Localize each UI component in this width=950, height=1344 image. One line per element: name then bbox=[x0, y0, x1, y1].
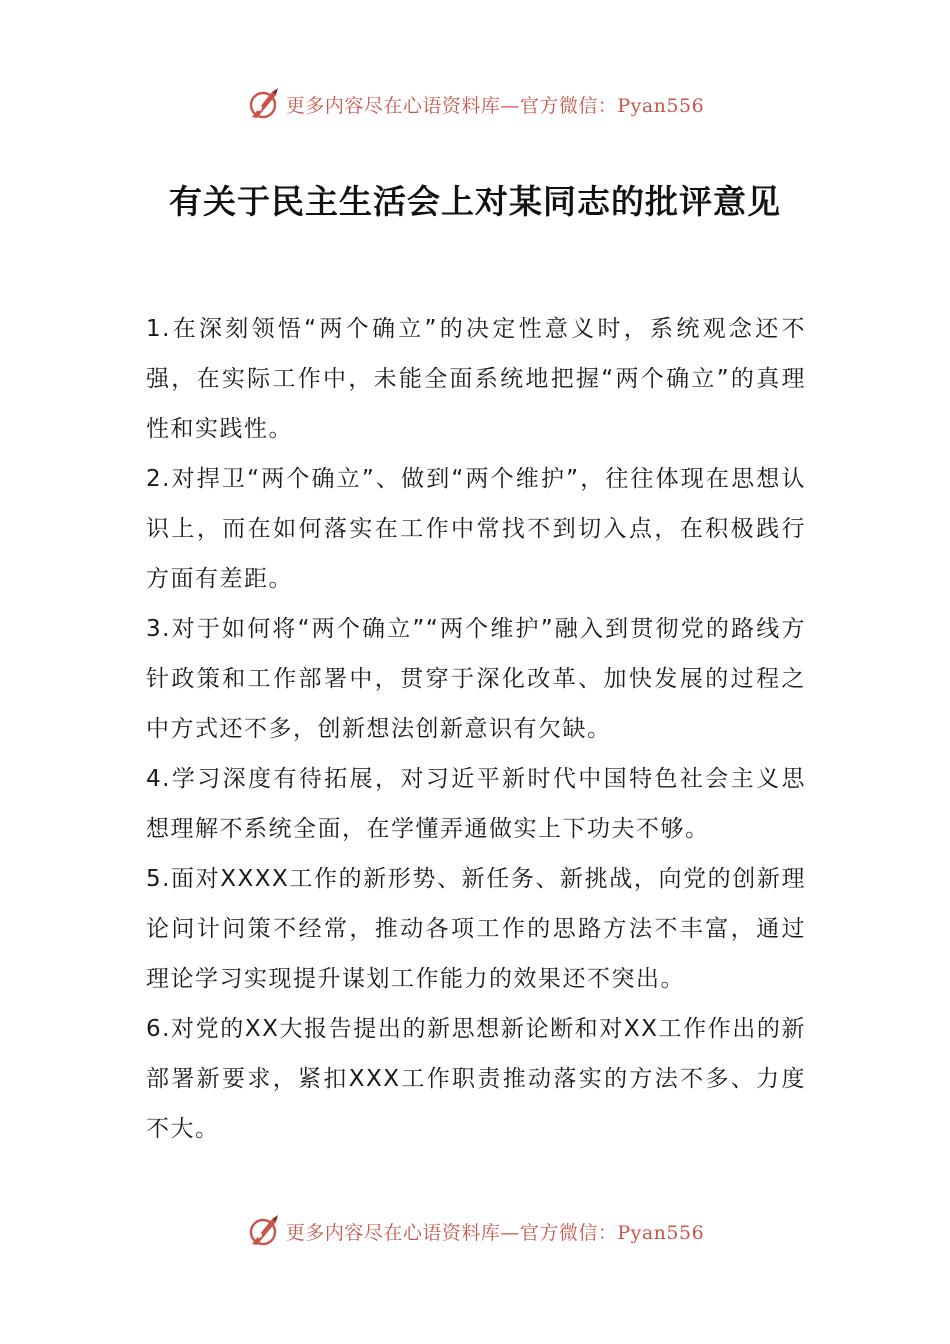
header-banner bbox=[0, 84, 950, 124]
header-banner-text: 更多内容尽在心语资料库—官方微信：Pyan556 bbox=[285, 94, 705, 117]
document-body bbox=[146, 304, 806, 1154]
footer-banner-text: 更多内容尽在心语资料库—官方微信：Pyan556 bbox=[285, 1221, 705, 1244]
list-item: 2.对捍卫“两个确立”、做到“两个维护”，往往体现在思想认识上，而在如何落实在工作中常找不到切入点，在积极践行方面有差距。 bbox=[146, 466, 806, 592]
document-title: 有关于民主生活会上对某同志的批评意见 bbox=[169, 182, 781, 221]
list-item: 5.面对XXXX工作的新形势、新任务、新挑战，向党的创新理论问计问策不经常，推动各项工作的思路方法不丰富，通过理论学习实现提升谋划工作能力的效果还不突出。 bbox=[146, 866, 806, 992]
footer-banner bbox=[0, 1211, 950, 1251]
list-item: 1.在深刻领悟“两个确立”的决定性意义时，系统观念还不强，在实际工作中，未能全面系统地把握“两个确立”的真理性和实践性。 bbox=[146, 316, 806, 442]
list-item: 6.对党的XX大报告提出的新思想新论断和对XX工作作出的新部署新要求，紧扣XXX工作职责推动落实的方法不多、力度不大。 bbox=[146, 1016, 806, 1142]
pen-quill-logo-icon bbox=[246, 1213, 282, 1249]
pen-quill-logo-icon bbox=[246, 86, 282, 122]
list-item: 3.对于如何将“两个确立”“两个维护”融入到贯彻党的路线方针政策和工作部署中，贯穿于深化改革、加快发展的过程之中方式还不多，创新想法创新意识有欠缺。 bbox=[146, 616, 806, 742]
list-item: 4.学习深度有待拓展，对习近平新时代中国特色社会主义思想理解不系统全面，在学懂弄通做实上下功夫不够。 bbox=[146, 766, 806, 842]
